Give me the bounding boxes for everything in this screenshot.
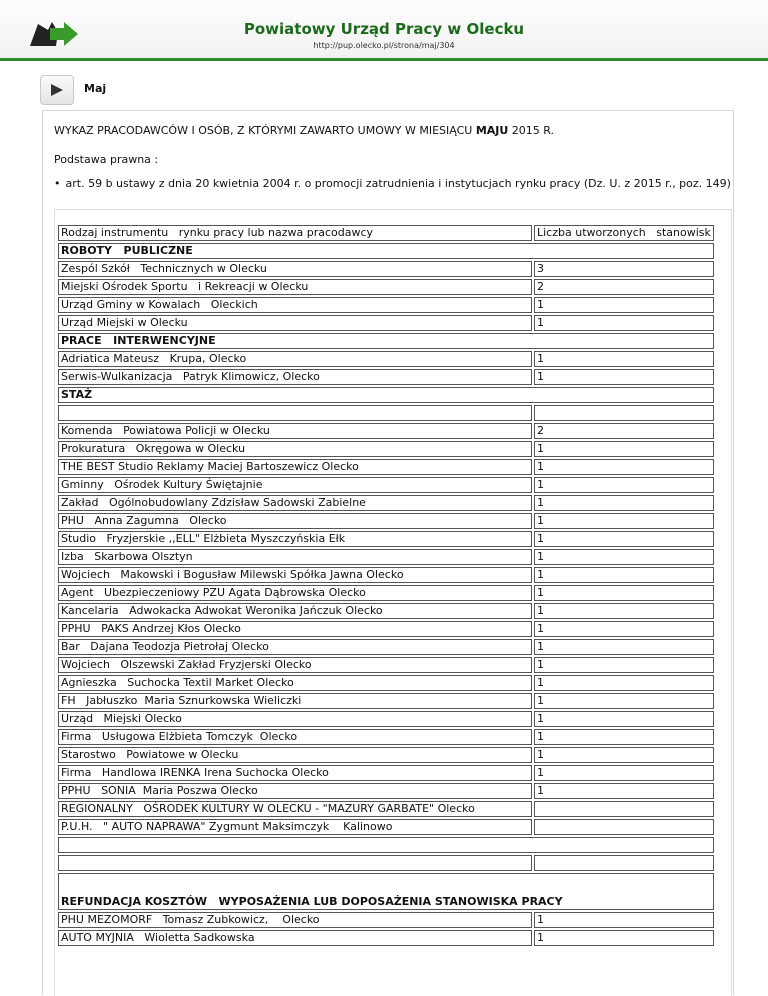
- positions-count-cell: [534, 801, 714, 817]
- table-row: [58, 675, 714, 691]
- table-row: [58, 405, 714, 421]
- positions-count-cell: 1: [534, 765, 714, 781]
- table-row: [58, 513, 714, 529]
- table-row: [58, 729, 714, 745]
- section-heading: PRACE INTERWENCYJNE: [58, 333, 714, 349]
- table-row: [58, 819, 714, 835]
- section-heading: ROBOTY PUBLICZNE: [58, 243, 714, 259]
- employer-name-cell: Zakład Ogólnobudowlany Zdzisław Sadowski Zabielne: [58, 495, 532, 511]
- employer-name-cell: Urząd Miejski w Olecku: [58, 315, 532, 331]
- table-row: [58, 693, 714, 709]
- table-row: [58, 711, 714, 727]
- positions-count-cell: 1: [534, 675, 714, 691]
- section-row: [58, 387, 714, 403]
- arrow-right-icon: [50, 83, 64, 97]
- table-row: [58, 261, 714, 277]
- section-row: [58, 243, 714, 259]
- table-row: [58, 747, 714, 763]
- employer-name-cell: Firma Usługowa Elżbieta Tomczyk Olecko: [58, 729, 532, 745]
- positions-count-cell: [534, 405, 714, 421]
- employer-name-cell: Adriatica Mateusz Krupa, Olecko: [58, 351, 532, 367]
- employer-name-cell: Zespól Szkół Technicznych w Olecku: [58, 261, 532, 277]
- employer-name-cell: PPHU PAKS Andrzej Kłos Olecko: [58, 621, 532, 637]
- intro-text: [54, 124, 554, 137]
- table-row: [58, 459, 714, 475]
- employer-name-cell: Gminny Ośrodek Kultury Świętajnie: [58, 477, 532, 493]
- employer-name-cell: PHU Anna Zagumna Olecko: [58, 513, 532, 529]
- table-row: [58, 297, 714, 313]
- table-row: [58, 279, 714, 295]
- employer-name-cell: Wojciech Olszewski Zakład Fryzjerski Olecko: [58, 657, 532, 673]
- employer-name-cell: Komenda Powiatowa Policji w Olecku: [58, 423, 532, 439]
- positions-count-cell: 1: [534, 297, 714, 313]
- positions-count-cell: [534, 855, 714, 871]
- section-row: [58, 333, 714, 349]
- employer-name-cell: PHU MEZOMORF Tomasz Zubkowicz, Olecko: [58, 912, 532, 928]
- page-url: http://pup.olecko.pl/strona/maj/304: [313, 41, 455, 50]
- table-row: [58, 912, 714, 928]
- table-row: [58, 351, 714, 367]
- table-row: [58, 801, 714, 817]
- employer-name-cell: Agnieszka Suchocka Textil Market Olecko: [58, 675, 532, 691]
- table-row: [58, 477, 714, 493]
- positions-count-cell: 3: [534, 261, 714, 277]
- table-row: [58, 423, 714, 439]
- positions-count-cell: 1: [534, 621, 714, 637]
- table-row: [58, 639, 714, 655]
- positions-count-cell: 1: [534, 711, 714, 727]
- positions-count-cell: 1: [534, 441, 714, 457]
- positions-count-cell: 1: [534, 729, 714, 745]
- table-row: [58, 585, 714, 601]
- table-row: [58, 495, 714, 511]
- employer-name-cell: PPHU SONIA Maria Poszwa Olecko: [58, 783, 532, 799]
- employer-name-cell: Urząd Gminy w Kowalach Oleckich: [58, 297, 532, 313]
- positions-count-cell: 1: [534, 495, 714, 511]
- employer-name-cell: Agent Ubezpieczeniowy PZU Agata Dąbrowska Olecko: [58, 585, 532, 601]
- section-heading: REFUNDACJA KOSZTÓW WYPOSAŻENIA LUB DOPOSAŻENIA STANOWISKA PRACY: [58, 873, 714, 910]
- legal-basis-label: Podstawa prawna :: [54, 153, 159, 166]
- intro-after: 2015 R.: [508, 124, 555, 137]
- positions-count-cell: 2: [534, 279, 714, 295]
- page-title: Maj: [84, 82, 107, 95]
- employer-name-cell: Studio Fryzjerskie ,,ELL" Elżbieta Myszczyńskia Ełk: [58, 531, 532, 547]
- table-row: [58, 621, 714, 637]
- employer-name-cell: [58, 405, 532, 421]
- table-row: [58, 549, 714, 565]
- table-row: [58, 441, 714, 457]
- section-row: [58, 873, 714, 910]
- table-row: [58, 315, 714, 331]
- law-text: art. 59 b ustawy z dnia 20 kwietnia 2004 r. o promocji zatrudnienia i instytucjach rynku pracy (Dz. U. z 2015 r., poz. 149): [65, 177, 731, 190]
- employer-name-cell: Firma Handlowa IRENKA Irena Suchocka Olecko: [58, 765, 532, 781]
- positions-count-cell: 1: [534, 783, 714, 799]
- positions-count-cell: 1: [534, 657, 714, 673]
- table-row: [58, 531, 714, 547]
- employer-name-cell: THE BEST Studio Reklamy Maciej Bartoszewicz Olecko: [58, 459, 532, 475]
- positions-count-cell: 1: [534, 747, 714, 763]
- positions-count-cell: 1: [534, 585, 714, 601]
- employer-name-cell: FH Jabłuszko Maria Sznurkowska Wieliczki: [58, 693, 532, 709]
- page-title-row: [0, 61, 768, 111]
- positions-count-cell: 1: [534, 603, 714, 619]
- positions-count-cell: 2: [534, 423, 714, 439]
- positions-count-cell: 1: [534, 639, 714, 655]
- positions-count-cell: 1: [534, 513, 714, 529]
- positions-count-cell: 1: [534, 315, 714, 331]
- blank-cell: [58, 837, 714, 853]
- employer-name-cell: Miejski Ośrodek Sportu i Rekreacji w Olecku: [58, 279, 532, 295]
- intro-before: WYKAZ PRACODAWCÓW I OSÓB, Z KTÓRYMI ZAWARTO UMOWY W MIESIĄCU: [54, 124, 476, 137]
- employer-name-cell: Urząd Miejski Olecko: [58, 711, 532, 727]
- site-title[interactable]: Powiatowy Urząd Pracy w Olecku: [243, 20, 525, 38]
- pup-logo-icon[interactable]: [28, 18, 80, 50]
- employer-name-cell: P.U.H. " AUTO NAPRAWA" Zygmunt Maksimczyk Kalinowo: [58, 819, 532, 835]
- positions-count-cell: [534, 819, 714, 835]
- employer-name-cell: AUTO MYJNIA Wioletta Sadkowska: [58, 930, 532, 946]
- positions-count-cell: 1: [534, 351, 714, 367]
- table-row: [58, 855, 714, 871]
- employer-name-cell: [58, 855, 532, 871]
- table-row: [58, 783, 714, 799]
- employer-name-cell: Kancelaria Adwokacka Adwokat Weronika Jańczuk Olecko: [58, 603, 532, 619]
- law-list-item: [54, 177, 731, 190]
- table-row: [58, 603, 714, 619]
- employer-name-cell: Serwis-Wulkanizacja Patryk Klimowicz, Olecko: [58, 369, 532, 385]
- employer-name-cell: Wojciech Makowski i Bogusław Milewski Spółka Jawna Olecko: [58, 567, 532, 583]
- table-row: [58, 567, 714, 583]
- employer-name-cell: Bar Dajana Teodozja Pietrołaj Olecko: [58, 639, 532, 655]
- section-heading: STAŻ: [58, 387, 714, 403]
- table-row: [58, 765, 714, 781]
- positions-count-cell: 1: [534, 567, 714, 583]
- play-arrow-button[interactable]: [40, 75, 74, 105]
- positions-count-cell: 1: [534, 459, 714, 475]
- blank-row: [58, 837, 714, 853]
- employer-name-cell: Izba Skarbowa Olsztyn: [58, 549, 532, 565]
- table-row: [58, 657, 714, 673]
- table-header-row: [58, 225, 714, 241]
- employer-name-cell: REGIONALNY OŚRODEK KULTURY W OLECKU - "MAZURY GARBATE" Olecko: [58, 801, 532, 817]
- header-cell-count: Liczba utworzonych stanowisk: [534, 225, 714, 241]
- bullet-icon: •: [54, 177, 61, 190]
- employer-name-cell: Starostwo Powiatowe w Olecku: [58, 747, 532, 763]
- article-content: [42, 110, 734, 995]
- table-container: [54, 209, 732, 996]
- header-cell-name: Rodzaj instrumentu rynku pracy lub nazwa pracodawcy: [58, 225, 532, 241]
- site-header: [0, 0, 768, 61]
- positions-count-cell: 1: [534, 531, 714, 547]
- table-row: [58, 930, 714, 946]
- positions-count-cell: 1: [534, 549, 714, 565]
- positions-count-cell: 1: [534, 693, 714, 709]
- positions-count-cell: 1: [534, 477, 714, 493]
- positions-count-cell: 1: [534, 930, 714, 946]
- intro-month: MAJU: [475, 124, 509, 137]
- table-row: [58, 369, 714, 385]
- positions-count-cell: 1: [534, 369, 714, 385]
- employer-name-cell: Prokuratura Okręgowa w Olecku: [58, 441, 532, 457]
- employers-table: [56, 223, 716, 948]
- positions-count-cell: 1: [534, 912, 714, 928]
